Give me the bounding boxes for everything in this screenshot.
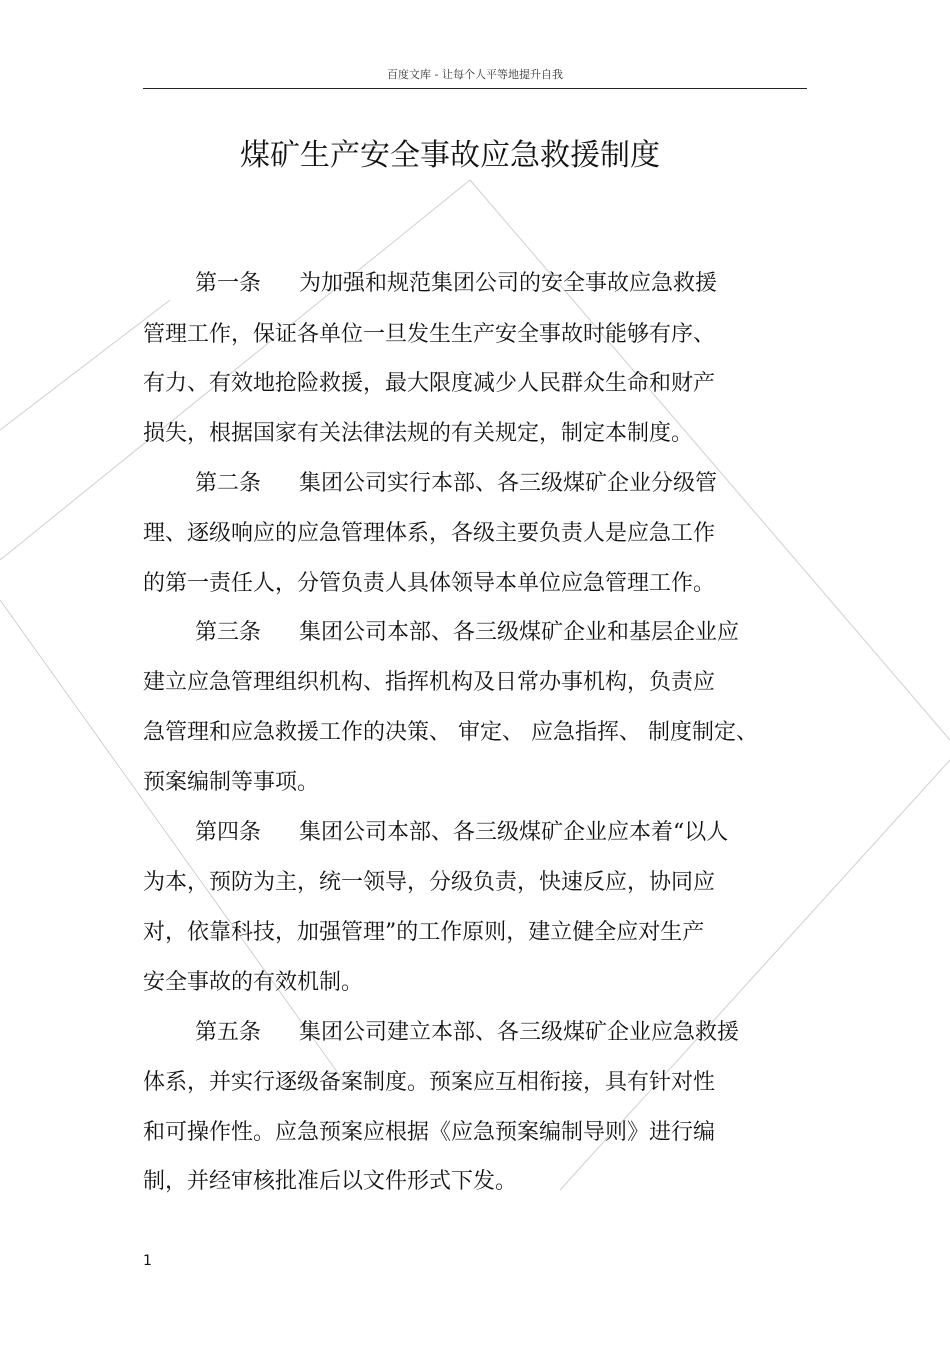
header-text: 百度文库 - 让每个人平等地提升自我	[387, 68, 563, 81]
article-5-line-3: 和可操作性。应急预案应根据《应急预案编制导则》进行编	[143, 1120, 716, 1145]
article-4-line-2: 为本，预防为主，统一领导，分级负责，快速反应，协同应	[143, 870, 716, 895]
article-text: 集团公司建立本部、各三级煤矿企业应急救援	[299, 1020, 740, 1045]
article-text: 为加强和规范集团公司的安全事故应急救援	[299, 271, 718, 296]
article-4-line-1	[195, 818, 728, 848]
article-1-line-1	[195, 269, 717, 299]
article-5-line-2: 体系，并实行逐级备案制度。预案应互相衔接，具有针对性	[143, 1070, 716, 1095]
page-header	[143, 66, 807, 89]
article-text: 集团公司本部、各三级煤矿企业应本着“以人	[299, 820, 729, 845]
article-1-line-3: 有力、有效地抢险救援，最大限度减少人民群众生命和财产	[143, 371, 716, 396]
article-4-line-4: 安全事故的有效机制。	[143, 970, 364, 995]
article-text: 集团公司本部、各三级煤矿企业和基层企业应	[299, 620, 740, 645]
article-1-line-4: 损失，根据国家有关法律法规的有关规定，制定本制度。	[143, 421, 694, 446]
article-2-line-3: 的第一责任人，分管负责人具体领导本单位应急管理工作。	[143, 571, 716, 596]
article-label: 第一条	[195, 271, 262, 296]
article-5-line-1	[195, 1018, 739, 1048]
article-4-line-3: 对，依靠科技，加强管理”的工作原则，建立健全应对生产	[143, 920, 705, 945]
article-label: 第二条	[195, 471, 262, 496]
article-3-line-2: 建立应急管理组织机构、指挥机构及日常办事机构，负责应	[143, 670, 716, 695]
article-text: 集团公司实行本部、各三级煤矿企业分级管	[299, 471, 718, 496]
article-2-line-2: 理、逐级响应的应急管理体系，各级主要负责人是应急工作	[143, 521, 716, 546]
article-1-line-2: 管理工作，保证各单位一旦发生生产安全事故时能够有序、	[143, 322, 716, 347]
article-label: 第三条	[195, 620, 262, 645]
article-label: 第四条	[195, 820, 262, 845]
article-3-line-4: 预案编制等事项。	[143, 770, 320, 795]
article-label: 第五条	[195, 1020, 262, 1045]
article-3-line-1	[195, 618, 739, 648]
article-5-line-4: 制，并经审核批准后以文件形式下发。	[143, 1169, 518, 1194]
article-2-line-1	[195, 469, 717, 499]
page-number: 1	[143, 1253, 152, 1269]
article-3-line-3: 急管理和应急救援工作的决策、 审定、 应急指挥、 制度制定、	[143, 720, 758, 745]
document-title: 煤矿生产安全事故应急救援制度	[240, 138, 660, 173]
